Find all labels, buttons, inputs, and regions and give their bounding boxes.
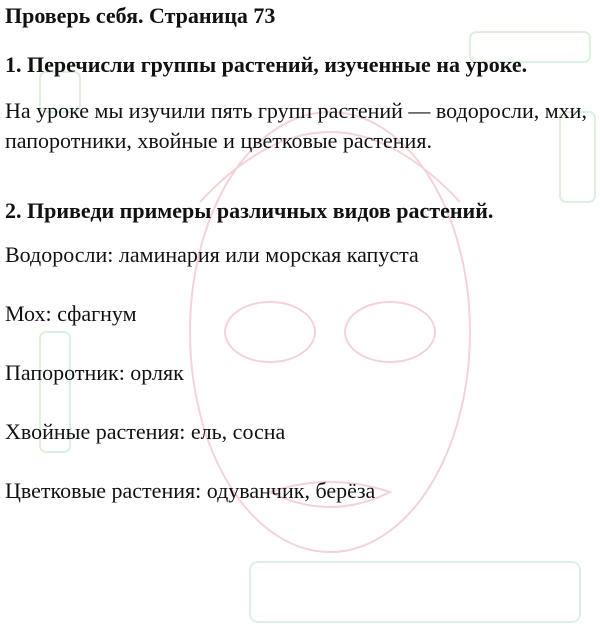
example-conifer: Хвойные растения: ель, сосна	[5, 419, 286, 444]
example-moss: Мох: сфагнум	[5, 301, 137, 326]
watermark-letterbox-5	[250, 562, 580, 622]
example-fern: Папоротник: орляк	[5, 360, 184, 385]
examples-list	[5, 240, 600, 506]
example-flowering: Цветковые растения: одуванчик, берёза	[5, 478, 376, 503]
question-1-title: 1. Перечисли группы растений, изученные на уроке.	[5, 52, 528, 77]
example-algae: Водоросли: ламинария или морская капуста	[5, 242, 419, 267]
question-2-title: 2. Приведи примеры различных видов растений.	[5, 198, 494, 223]
page-heading: Проверь себя. Страница 73	[5, 3, 276, 28]
question-1-answer: На уроке мы изучили пять групп растений — водоросли, мхи, папоротники, хвойные и цветковые растения.	[5, 98, 587, 153]
page-content	[0, 2, 600, 506]
